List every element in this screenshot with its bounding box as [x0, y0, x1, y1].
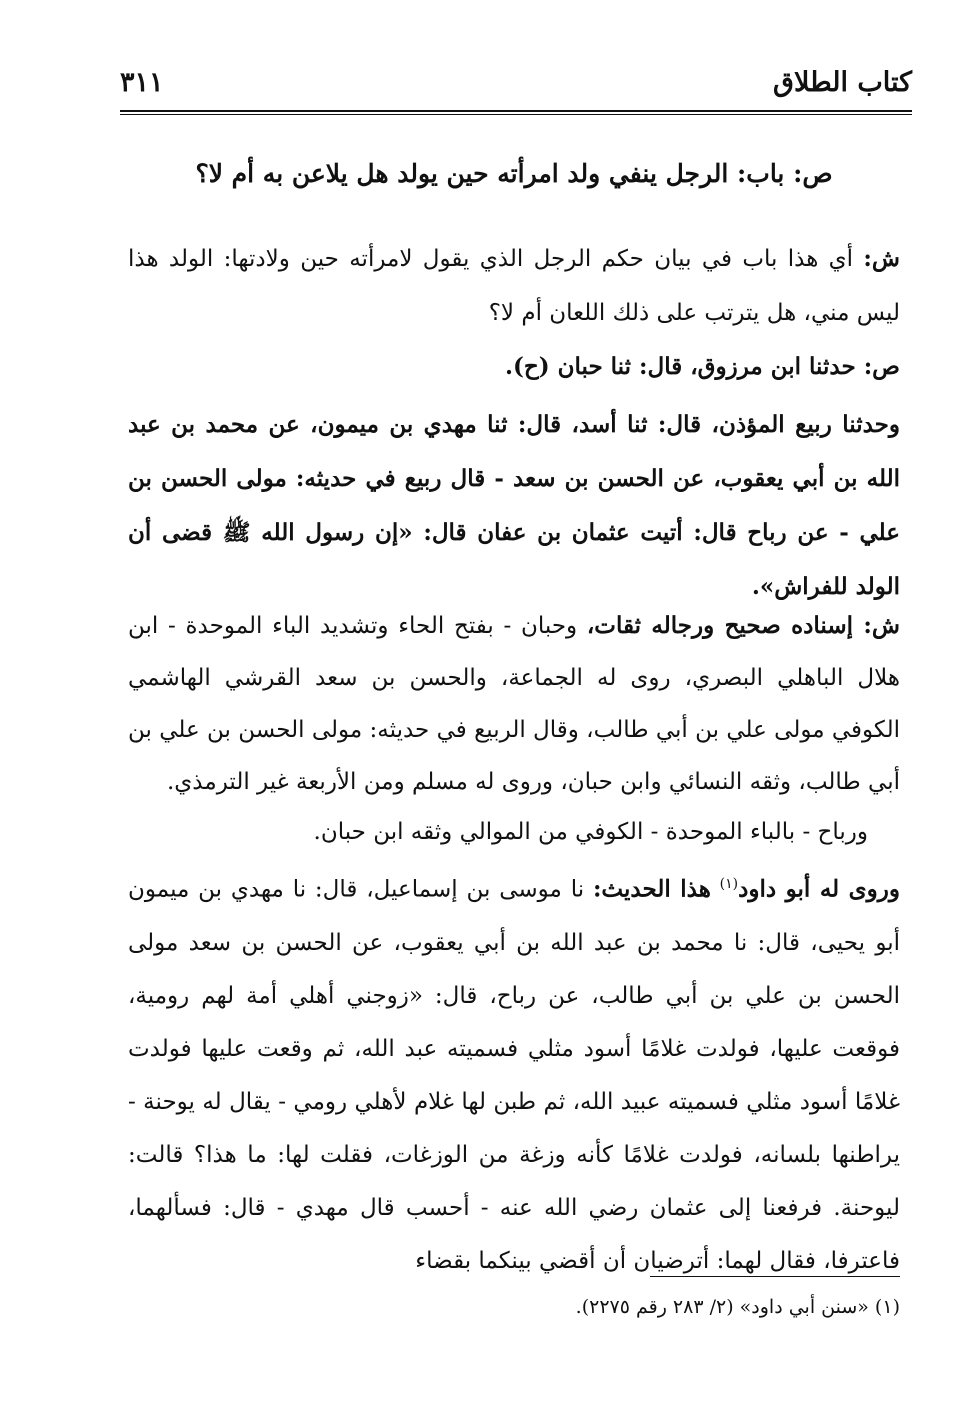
header-rule: [120, 110, 912, 112]
chapter-heading: ص: باب: الرجل ينفي ولد امرأته حين يولد هل يلاعن به أم لا؟: [195, 159, 833, 188]
paragraph-text: نا موسى بن إسماعيل، قال: نا مهدي بن ميمون أبو يحيى، قال: نا محمد بن عبد الله بن أبي يعقوب، عن الحسن بن سعد مولى الحسن بن علي بن أبي طالب، عن رباح، قال: «زوجني أهلي أمة لهم رومية، فوقعت عليها، فولدت غلامًا أسود مثلي فسميته عبد الله، ثم وقعت عليها فولدت غلامًا أسود مثلي فسميته عبيد الله، ثم طبن لها غلام لأهلي رومي - يقال له يوحنة - يراطنها بلسانه، فولدت غلامًا كأنه وزغة من الوزغات، فقلت لها: ما هذا؟ قالت: ليوحنة. فرفعنا إلى عثمان رضي الله عنه - أحسب قال مهدي - قال: فسألهما، فاعترفا، فقال لهما: أترضيان أن أقضي بينكما بقضاء: [128, 876, 900, 1274]
hadith-chain-2: وحدثنا ربيع المؤذن، قال: ثنا أسد، قال: ثنا مهدي بن ميمون، عن محمد بن عبد الله بن أبي يعقوب، عن الحسن بن سعد - قال ربيع في حديثه: مولى الحسن بن علي - عن رباح قال: أتيت عثمان بن عفان قال: «إن رسول الله ﷺ قضى أن الولد للفراش».: [128, 411, 900, 600]
page-number: ٣١١: [120, 67, 164, 98]
paragraph-text: وحبان - بفتح الحاء وتشديد الباء الموحدة - ابن هلال الباهلي البصري، روى له الجماعة، والحسن بن سعد القرشي الهاشمي الكوفي مولى علي بن أبي طالب، وقال الربيع في حديثه: مولى الحسن بن علي بن أبي طالب، وثقه النسائي وابن حبان، وروى له مسلم ومن الأربعة غير الترمذي.: [128, 613, 900, 795]
book-title: كتاب الطلاق: [773, 67, 912, 98]
paragraph-lead-2: هذا الحديث:: [592, 875, 711, 903]
paragraph-text: أي هذا باب في بيان حكم الرجل الذي يقول لامرأته حين ولادتها: الولد هذا ليس مني، هل يترتب على ذلك اللعان أم لا؟: [128, 246, 900, 326]
commentary-paragraph-4: [128, 858, 900, 1288]
commentary-paragraph-3: ورباح - بالباء الموحدة - الكوفي من الموالي وثقه ابن حبان.: [313, 819, 868, 845]
hadith-chain-1: ص: حدثنا ابن مرزوق، قال: ثنا حبان (ح).: [504, 353, 900, 380]
header-rule-thin: [120, 114, 912, 115]
footnote: (١) «سنن أبي داود» (٢/ ٢٨٣ رقم ٢٢٧٥).: [575, 1296, 900, 1318]
commentary-lead: ش: إسناده صحيح ورجاله ثقات،: [586, 612, 900, 639]
page-header: [120, 62, 912, 104]
footnote-reference: (١): [719, 876, 739, 892]
commentary-marker: ش:: [863, 245, 900, 272]
paragraph-lead: وروى له أبو داود: [738, 875, 901, 903]
commentary-paragraph-2: [128, 600, 900, 808]
footnote-rule: [650, 1276, 900, 1277]
commentary-paragraph-1: [128, 232, 900, 340]
